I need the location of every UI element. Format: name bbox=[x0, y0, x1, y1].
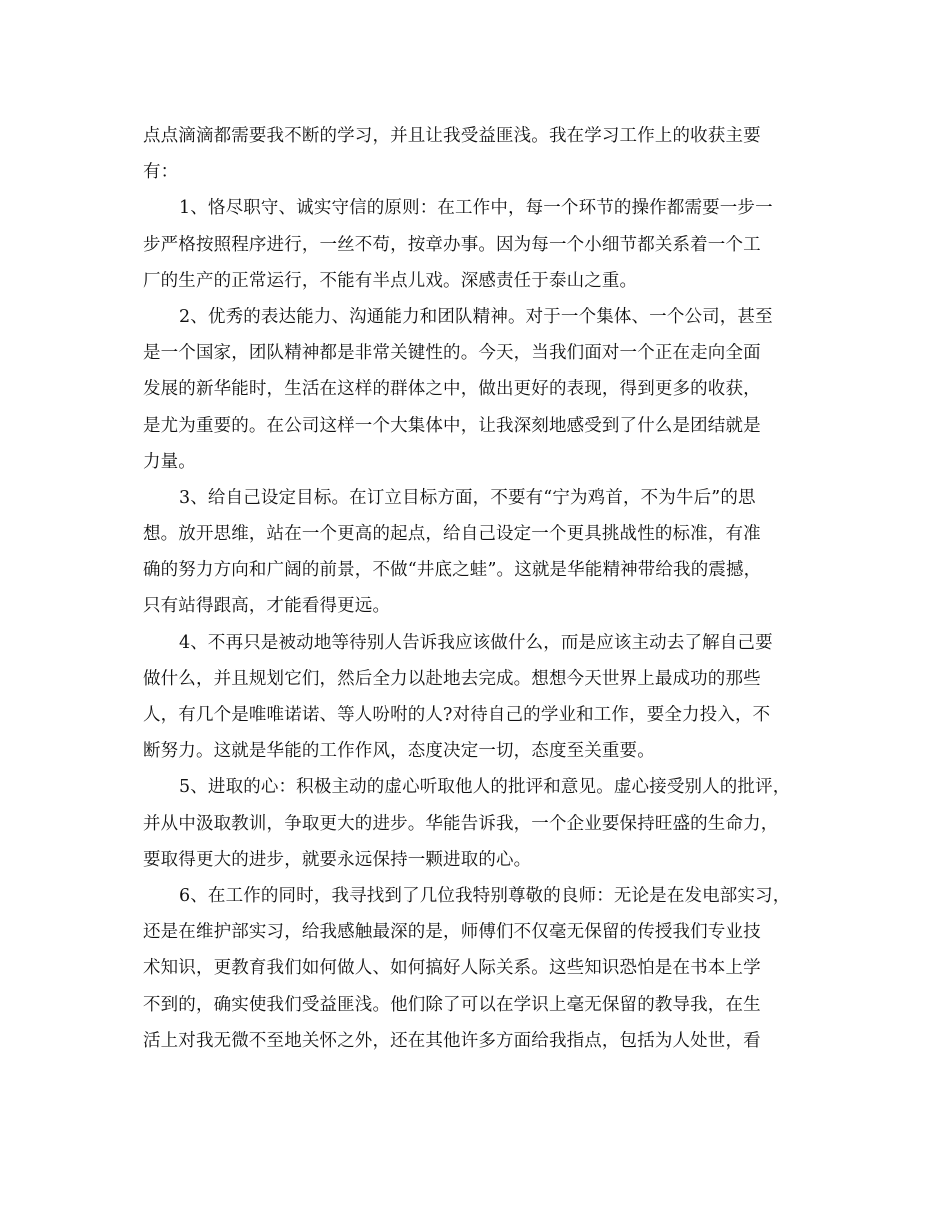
line-text: 1、恪尽职守、诚实守信的原则：在工作中，每一个环节的操作都需要一步一 bbox=[179, 198, 773, 219]
line-text: 不到的，确实使我们受益匪浅。他们除了可以在学识上毫无保留的教导我，在生 bbox=[143, 994, 761, 1015]
line-text: 人，有几个是唯唯诺诺、等人吩咐的人?对待自己的学业和工作，要全力投入，不 bbox=[143, 705, 771, 725]
document-body bbox=[143, 118, 809, 1059]
text-line bbox=[143, 1023, 809, 1059]
text-line bbox=[143, 733, 809, 769]
line-text: 只有站得跟高，才能看得更远。 bbox=[143, 596, 391, 617]
line-text: 有： bbox=[143, 162, 179, 183]
text-line bbox=[143, 263, 809, 299]
text-line bbox=[143, 661, 809, 697]
line-text: 做什么，并且规划它们，然后全力以赴地去完成。想想今天世界上最成功的那些 bbox=[143, 668, 761, 689]
text-line bbox=[143, 154, 809, 190]
text-line bbox=[143, 588, 809, 624]
text-line bbox=[143, 118, 809, 154]
line-text: 想。放开思维，站在一个更高的起点，给自己设定一个更具挑战性的标准，有准 bbox=[143, 524, 761, 545]
text-line bbox=[143, 842, 809, 878]
text-line bbox=[143, 516, 809, 552]
line-text: 还是在维护部实习，给我感触最深的是，师傅们不仅毫无保留的传授我们专业技 bbox=[143, 922, 761, 943]
line-text: 步严格按照程序进行，一丝不苟，按章办事。因为每一个小细节都关系着一个工 bbox=[143, 234, 761, 255]
line-text: 点点滴滴都需要我不断的学习，并且让我受益匪浅。我在学习工作上的收获主要 bbox=[143, 126, 761, 146]
text-line bbox=[143, 227, 809, 263]
line-text: 术知识，更教育我们如何做人、如何搞好人际关系。这些知识恐怕是在书本上学 bbox=[143, 958, 761, 979]
line-text: 确的努力方向和广阔的前景，不做“井底之蛙”。这就是华能精神带给我的震撼， bbox=[143, 560, 762, 581]
paragraph-4-start bbox=[143, 625, 809, 661]
line-text: 断努力。这就是华能的工作作风，态度决定一切，态度至关重要。 bbox=[143, 741, 655, 762]
line-text: 并从中汲取教训，争取更大的进步。华能告诉我，一个企业要保持旺盛的生命力， bbox=[143, 813, 779, 834]
text-line bbox=[143, 444, 809, 480]
line-text: 力量。 bbox=[143, 451, 196, 472]
paragraph-5-start bbox=[143, 769, 809, 805]
text-line bbox=[143, 806, 809, 842]
line-text: 发展的新华能时，生活在这样的群体之中，做出更好的表现，得到更多的收获， bbox=[143, 379, 761, 400]
text-line bbox=[143, 697, 809, 733]
line-text: 要取得更大的进步，就要永远保持一颗进取的心。 bbox=[143, 849, 532, 870]
text-line bbox=[143, 371, 809, 407]
line-text: 5、进取的心：积极主动的虚心听取他人的批评和意见。虚心接受别人的批评， bbox=[179, 777, 791, 798]
line-text: 是一个国家，团队精神都是非常关键性的。今天，当我们面对一个正在走向全面 bbox=[143, 343, 761, 364]
line-text: 活上对我无微不至地关怀之外，还在其他许多方面给我指点，包括为人处世，看 bbox=[143, 1030, 761, 1051]
line-text: 2、优秀的表达能力、沟通能力和团队精神。对于一个集体、一个公司，甚至 bbox=[179, 306, 773, 327]
paragraph-3-start bbox=[143, 480, 809, 516]
line-text: 4、不再只是被动地等待别人告诉我应该做什么，而是应该主动去了解自己要 bbox=[179, 632, 773, 653]
text-line bbox=[143, 950, 809, 986]
line-text: 3、给自己设定目标。在订立目标方面，不要有“宁为鸡首，不为牛后”的思 bbox=[179, 487, 756, 508]
text-line bbox=[143, 335, 809, 371]
paragraph-1-start bbox=[143, 190, 809, 226]
text-line bbox=[143, 987, 809, 1023]
line-text: 是尤为重要的。在公司这样一个大集体中，让我深刻地感受到了什么是团结就是 bbox=[143, 415, 761, 436]
paragraph-6-start bbox=[143, 878, 809, 914]
line-text: 6、在工作的同时，我寻找到了几位我特别尊敬的良师：无论是在发电部实习， bbox=[179, 885, 791, 906]
text-line bbox=[143, 408, 809, 444]
text-line bbox=[143, 914, 809, 950]
text-line bbox=[143, 552, 809, 588]
paragraph-2-start bbox=[143, 299, 809, 335]
line-text: 厂的生产的正常运行，不能有半点儿戏。深感责任于泰山之重。 bbox=[143, 270, 638, 291]
